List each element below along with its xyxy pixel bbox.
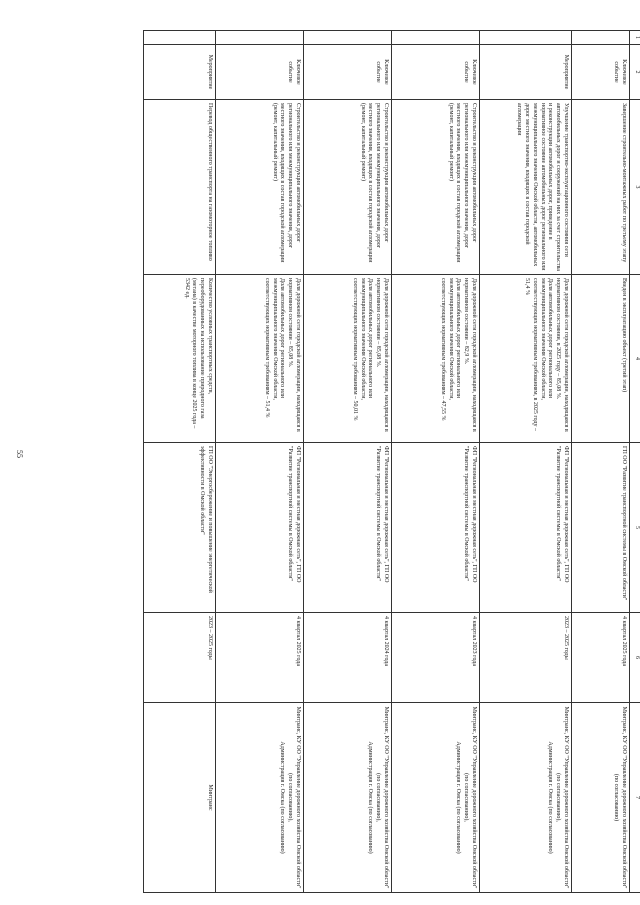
row-number-cell <box>304 31 392 45</box>
page-number: 55 <box>15 450 24 458</box>
event-type-cell: Ключевое событие <box>216 45 304 100</box>
responsible-cell: Минтранс, КУ ОО "Управление дорожного хозяйства Омской области" (по согласованию) <box>572 703 630 893</box>
event-type-cell: Мероприятие <box>144 45 216 100</box>
deadline-cell: 4 квартал 2025 года <box>216 613 304 703</box>
responsible-cell: Минтранс, КУ ОО "Управление дорожного хозяйства Омской области" (по согласованию), Администрация г. Омска (по согласованию) <box>480 703 572 893</box>
event-type-cell: Ключевое событие <box>392 45 480 100</box>
result-cell: Введен в эксплуатацию объект (третий этап) <box>572 275 630 443</box>
table-row <box>572 31 630 893</box>
deadline-cell: 4 квартал 2023 года <box>392 613 480 703</box>
header-cell: 5 <box>630 443 640 613</box>
header-cell: 4 <box>630 275 640 443</box>
responsible-cell: Минтранс, КУ ОО "Управление дорожного хозяйства Омской области" (по согласованию), Администрация г. Омска (по согласованию) <box>216 703 304 893</box>
row-number-cell <box>144 31 216 45</box>
table-row <box>392 31 480 893</box>
header-row <box>630 31 640 893</box>
result-cell: Доля дорожной сети городской агломерации, находящаяся в нормативном состоянии – 85,08 %. Доля автомобильных дорог регионального или межмуниципального значения Омской области, соответствующих нормативным требованиям – 51,4 % <box>216 275 304 443</box>
result-cell: Количество условных транспортных средств, переоборудованных на использование природного газа (метана) в качестве моторного топлива в конце 2025 года – 5342 ед. <box>144 275 216 443</box>
program-cell: ГП ОО "Развитие транспортной системы в Омской области" <box>572 443 630 613</box>
event-name-cell: Строительство и реконструкция автомобильных дорог регионального или межмуниципального значения, дорог местного значения, входящих в состав городской агломерации (ремонт, капитальный ремонт) <box>392 100 480 275</box>
program-cell: ФП "Региональная и местная дорожная сеть", ГП ОО "Развитие транспортной системы в Омской области" <box>216 443 304 613</box>
deadline-cell: 2023 – 2025 годы <box>480 613 572 703</box>
result-cell: Доля дорожной сети городской агломерации, находящаяся в нормативном состоянии – 82,9 %. Доля автомобильных дорог регионального или межмуниципального значения Омской области, соответствующих нормативным требованиям – 47,55 % <box>392 275 480 443</box>
table-row <box>480 31 572 893</box>
responsible-cell: Минтранс, КУ ОО "Управление дорожного хозяйства Омской области" (по согласованию), Администрация г. Омска (по согласованию) <box>304 703 392 893</box>
events-table <box>143 30 640 893</box>
event-name-cell: Перевод общественного транспорта на газомоторное топливо <box>144 100 216 275</box>
result-cell: Доля дорожной сети городской агломерации, находящаяся в нормативном состоянии – 85,08 %. Доля автомобильных дорог регионального или межмуниципального значения Омской области, соответствующих нормативным требованиям – 50,01 % <box>304 275 392 443</box>
program-cell: ФП "Региональная и местная дорожная сеть", ГП ОО "Развитие транспортной системы в Омской области" <box>392 443 480 613</box>
rotated-page <box>62 30 640 892</box>
header-cell: 2 <box>630 45 640 100</box>
deadline-cell: 4 квартал 2024 года <box>304 613 392 703</box>
deadline-cell: 2023 – 2025 годы <box>144 613 216 703</box>
row-number-cell <box>392 31 480 45</box>
event-name-cell: Строительство и реконструкция автомобильных дорог регионального или межмуниципального значения, дорог местного значения, входящих в состав городской агломерации (ремонт, капитальный ремонт) <box>304 100 392 275</box>
header-cell: 7 <box>630 703 640 893</box>
event-type-cell: Ключевое событие <box>304 45 392 100</box>
deadline-cell: 4 квартал 2025 года <box>572 613 630 703</box>
program-cell: ГП ОО "Энергосбережение и повышение энергетической эффективности в Омской области" <box>144 443 216 613</box>
header-cell: 3 <box>630 100 640 275</box>
table-row <box>216 31 304 893</box>
table-row <box>304 31 392 893</box>
event-name-cell: Завершение строительно-монтажных работ по третьему этапу <box>572 100 630 275</box>
result-cell: Доля дорожной сети городской агломерации, находящаяся в нормативном состоянии, в 2025 году – 85,08 %. Доля автомобильных дорог регионального или межмуниципального значения Омской области, соответствующих нормативным требованиям, в 2025 году – 51,4 % <box>480 275 572 443</box>
row-number-cell <box>572 31 630 45</box>
header-cell: 1 <box>630 31 640 45</box>
header-cell: 6 <box>630 613 640 703</box>
program-cell: ФП "Региональная и местная дорожная сеть", ГП ОО "Развитие транспортной системы в Омской области" <box>480 443 572 613</box>
row-number-cell <box>480 31 572 45</box>
program-cell: ФП "Региональная и местная дорожная сеть", ГП ОО "Развитие транспортной системы в Омской области" <box>304 443 392 613</box>
event-name-cell: Улучшение транспортно-эксплуатационного состояния сети автомобильных дорог и сооружений на них за счет строительства и реконструкции автомобильных дорог, приведение в нормативное состояние автомобильных дорог регионального или межмуниципального значения Омской области, автомобильных дорог местного значения, входящих в состав городской агломерации <box>480 100 572 275</box>
event-type-cell: Ключевое событие <box>572 45 630 100</box>
row-number-cell <box>216 31 304 45</box>
responsible-cell: Минтранс <box>144 703 216 893</box>
event-type-cell: Мероприятие <box>480 45 572 100</box>
event-name-cell: Строительство и реконструкция автомобильных дорог регионального или межмуниципального значения, дорог местного значения, входящих в состав городской агломерации (ремонт, капитальный ремонт) <box>216 100 304 275</box>
table-row <box>144 31 216 893</box>
responsible-cell: Минтранс, КУ ОО "Управление дорожного хозяйства Омской области" (по согласованию), Администрация г. Омска (по согласованию) <box>392 703 480 893</box>
